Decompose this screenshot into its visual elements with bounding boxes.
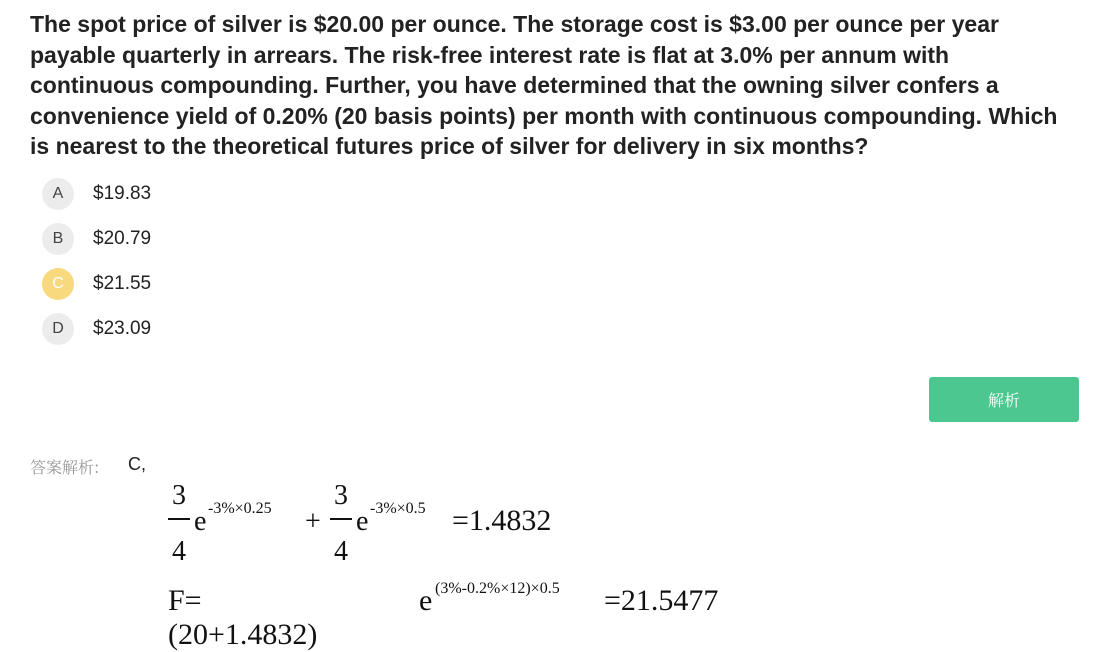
option-b[interactable] bbox=[42, 223, 151, 255]
fraction-1-bar bbox=[168, 518, 190, 520]
option-a[interactable] bbox=[42, 178, 151, 210]
exp-base-3: e bbox=[419, 584, 433, 617]
answer-label: 答案解析: bbox=[30, 458, 100, 477]
formula-1-result: =1.4832 bbox=[452, 504, 552, 537]
plus-sign: + bbox=[305, 506, 321, 537]
option-text: $19.83 bbox=[93, 183, 152, 204]
exponent-2: -3%×0.5 bbox=[370, 500, 426, 517]
option-letter-badge-selected: C bbox=[42, 268, 74, 300]
question-text: The spot price of silver is $20.00 per ounce. The storage cost is $3.00 per ounce per year payable quarterly in arrears. The risk-free interest rate is flat at 3.0% per annum with continuous compounding. Further, you have determined that the owning silver confers a convenience yield of 0.20% (20 basis points) per month with continuous compounding. Which is nearest to the theoretical futures price of silver for delivery in six months? bbox=[30, 11, 1058, 159]
formula-2-prefix: F= (20+1.4832) bbox=[168, 584, 318, 651]
fraction-1-numerator: 3 bbox=[172, 480, 186, 511]
exponent-3: (3%-0.2%×12)×0.5 bbox=[435, 580, 560, 597]
option-d[interactable] bbox=[42, 313, 151, 345]
fraction-2-bar bbox=[330, 518, 352, 520]
fraction-1-denominator: 4 bbox=[172, 536, 186, 567]
fraction-2-numerator: 3 bbox=[334, 480, 348, 511]
formula-2-result: =21.5477 bbox=[604, 584, 719, 617]
exponent-1: -3%×0.25 bbox=[208, 500, 272, 517]
option-text: $21.55 bbox=[93, 273, 152, 294]
option-text: $23.09 bbox=[93, 318, 152, 339]
answer-value: C, bbox=[128, 454, 146, 474]
option-letter-badge: A bbox=[42, 178, 74, 210]
option-c[interactable] bbox=[42, 268, 151, 300]
option-letter-badge: D bbox=[42, 313, 74, 345]
option-letter-badge: B bbox=[42, 223, 74, 255]
option-text: $20.79 bbox=[93, 228, 152, 249]
exp-base-2: e bbox=[356, 506, 369, 537]
fraction-2-denominator: 4 bbox=[334, 536, 348, 567]
exp-base-1: e bbox=[194, 506, 207, 537]
analysis-button[interactable]: 解析 bbox=[929, 377, 1079, 422]
options-list bbox=[42, 178, 151, 358]
